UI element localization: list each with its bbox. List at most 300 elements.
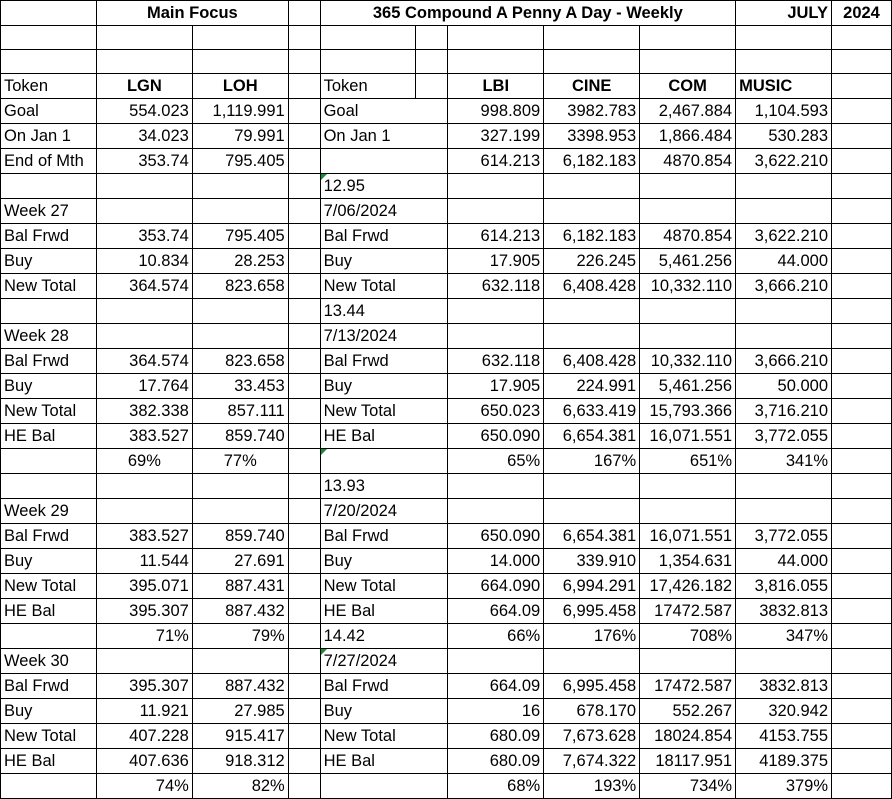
value-cell[interactable]: [192, 199, 288, 224]
value-cell[interactable]: [192, 499, 288, 524]
value-cell[interactable]: 395.307: [96, 599, 192, 624]
cell[interactable]: [832, 324, 892, 349]
value-cell[interactable]: 632.118: [448, 274, 544, 299]
value-cell[interactable]: 3398.953: [544, 124, 640, 149]
row-label-left[interactable]: [1, 474, 97, 499]
value-cell[interactable]: [96, 649, 192, 674]
cell[interactable]: [288, 674, 320, 699]
value-cell[interactable]: 6,995.458: [544, 599, 640, 624]
row-label-right[interactable]: New Total: [320, 274, 448, 299]
cell[interactable]: [832, 299, 892, 324]
value-cell[interactable]: 4870.854: [640, 149, 736, 174]
value-cell[interactable]: 353.74: [96, 149, 192, 174]
cell[interactable]: [1, 26, 97, 50]
value-cell[interactable]: [448, 174, 544, 199]
cell[interactable]: [288, 399, 320, 424]
value-cell[interactable]: [736, 649, 832, 674]
value-cell[interactable]: 859.740: [192, 524, 288, 549]
value-cell[interactable]: 1,354.631: [640, 549, 736, 574]
cell[interactable]: [832, 224, 892, 249]
cell[interactable]: [832, 699, 892, 724]
row-label-right[interactable]: New Total: [320, 399, 448, 424]
cell[interactable]: [544, 50, 640, 74]
value-cell[interactable]: 887.432: [192, 599, 288, 624]
cell[interactable]: [192, 50, 288, 74]
cell[interactable]: [288, 574, 320, 599]
cell[interactable]: [832, 574, 892, 599]
value-cell[interactable]: 1,104.593: [736, 99, 832, 124]
cell[interactable]: [736, 50, 832, 74]
value-cell[interactable]: 10.834: [96, 249, 192, 274]
value-cell[interactable]: 530.283: [736, 124, 832, 149]
value-cell[interactable]: 347%: [736, 624, 832, 649]
cell[interactable]: [832, 199, 892, 224]
value-cell[interactable]: 5,461.256: [640, 374, 736, 399]
value-cell[interactable]: 3,666.210: [736, 274, 832, 299]
row-label-right[interactable]: Bal Frwd: [320, 524, 448, 549]
value-cell[interactable]: [448, 199, 544, 224]
row-label-left[interactable]: [1, 174, 97, 199]
value-cell[interactable]: 10,332.110: [640, 274, 736, 299]
value-cell[interactable]: [192, 324, 288, 349]
value-cell[interactable]: [736, 324, 832, 349]
value-cell[interactable]: 795.405: [192, 149, 288, 174]
value-cell[interactable]: 11.921: [96, 699, 192, 724]
value-cell[interactable]: 857.111: [192, 399, 288, 424]
value-cell[interactable]: 17.905: [448, 249, 544, 274]
cell[interactable]: [288, 174, 320, 199]
token-header-lgn[interactable]: LGN: [96, 74, 192, 99]
row-label-left[interactable]: Week 27: [1, 199, 97, 224]
value-cell[interactable]: [96, 324, 192, 349]
value-cell[interactable]: 823.658: [192, 349, 288, 374]
value-cell[interactable]: [448, 499, 544, 524]
value-cell[interactable]: 17.764: [96, 374, 192, 399]
value-cell[interactable]: 320.942: [736, 699, 832, 724]
value-cell[interactable]: 3,772.055: [736, 424, 832, 449]
value-cell[interactable]: 734%: [640, 774, 736, 799]
value-cell[interactable]: [736, 199, 832, 224]
value-cell[interactable]: 382.338: [96, 399, 192, 424]
cell[interactable]: [832, 249, 892, 274]
cell[interactable]: [832, 349, 892, 374]
value-cell[interactable]: 193%: [544, 774, 640, 799]
value-cell[interactable]: [544, 474, 640, 499]
value-cell[interactable]: 664.09: [448, 599, 544, 624]
row-label-right[interactable]: 7/06/2024: [320, 199, 448, 224]
value-cell[interactable]: 614.213: [448, 224, 544, 249]
value-cell[interactable]: 339.910: [544, 549, 640, 574]
value-cell[interactable]: [192, 299, 288, 324]
row-label-left[interactable]: [1, 774, 97, 799]
value-cell[interactable]: 16: [448, 699, 544, 724]
cell[interactable]: [288, 699, 320, 724]
value-cell[interactable]: 395.307: [96, 674, 192, 699]
row-label-left[interactable]: Goal: [1, 99, 97, 124]
value-cell[interactable]: 11.544: [96, 549, 192, 574]
value-cell[interactable]: 6,994.291: [544, 574, 640, 599]
cell[interactable]: [288, 524, 320, 549]
value-cell[interactable]: 680.09: [448, 749, 544, 774]
value-cell[interactable]: 998.809: [448, 99, 544, 124]
cell[interactable]: [288, 124, 320, 149]
row-label-right[interactable]: 12.95: [320, 174, 448, 199]
value-cell[interactable]: 887.431: [192, 574, 288, 599]
cell[interactable]: [288, 624, 320, 649]
value-cell[interactable]: 167%: [544, 449, 640, 474]
year-cell[interactable]: 2024: [832, 1, 892, 26]
cell[interactable]: [288, 599, 320, 624]
row-label-right[interactable]: 13.93: [320, 474, 448, 499]
row-label-right[interactable]: [320, 774, 448, 799]
token-header-lbi[interactable]: LBI: [448, 74, 544, 99]
row-label-right[interactable]: Buy: [320, 249, 448, 274]
value-cell[interactable]: [192, 649, 288, 674]
cell[interactable]: [288, 324, 320, 349]
value-cell[interactable]: 3,816.055: [736, 574, 832, 599]
value-cell[interactable]: [96, 474, 192, 499]
value-cell[interactable]: 664.09: [448, 674, 544, 699]
row-label-left[interactable]: HE Bal: [1, 599, 97, 624]
value-cell[interactable]: 6,654.381: [544, 424, 640, 449]
value-cell[interactable]: 887.432: [192, 674, 288, 699]
value-cell[interactable]: 650.090: [448, 524, 544, 549]
value-cell[interactable]: 3982.783: [544, 99, 640, 124]
value-cell[interactable]: [640, 199, 736, 224]
value-cell[interactable]: [736, 174, 832, 199]
value-cell[interactable]: 16,071.551: [640, 424, 736, 449]
value-cell[interactable]: 1,866.484: [640, 124, 736, 149]
value-cell[interactable]: 364.574: [96, 349, 192, 374]
value-cell[interactable]: 3,666.210: [736, 349, 832, 374]
cell[interactable]: [288, 50, 320, 74]
cell[interactable]: [544, 26, 640, 50]
value-cell[interactable]: [736, 474, 832, 499]
value-cell[interactable]: 552.267: [640, 699, 736, 724]
value-cell[interactable]: [640, 299, 736, 324]
value-cell[interactable]: 7,673.628: [544, 724, 640, 749]
row-label-left[interactable]: [1, 624, 97, 649]
cell[interactable]: [288, 374, 320, 399]
value-cell[interactable]: [544, 499, 640, 524]
value-cell[interactable]: 614.213: [448, 149, 544, 174]
row-label-right[interactable]: HE Bal: [320, 424, 448, 449]
cell[interactable]: [832, 774, 892, 799]
value-cell[interactable]: 6,182.183: [544, 149, 640, 174]
value-cell[interactable]: 6,995.458: [544, 674, 640, 699]
value-cell[interactable]: 6,182.183: [544, 224, 640, 249]
value-cell[interactable]: 651%: [640, 449, 736, 474]
value-cell[interactable]: 918.312: [192, 749, 288, 774]
row-label-left[interactable]: Bal Frwd: [1, 349, 97, 374]
value-cell[interactable]: 34.023: [96, 124, 192, 149]
row-label-left[interactable]: Buy: [1, 374, 97, 399]
row-label-right[interactable]: 7/13/2024: [320, 324, 448, 349]
cell[interactable]: [288, 26, 320, 50]
compound-title[interactable]: 365 Compound A Penny A Day - Weekly: [320, 1, 736, 26]
value-cell[interactable]: 7,674.322: [544, 749, 640, 774]
value-cell[interactable]: [448, 324, 544, 349]
cell[interactable]: [416, 50, 448, 74]
cell[interactable]: [832, 499, 892, 524]
value-cell[interactable]: 407.636: [96, 749, 192, 774]
value-cell[interactable]: [192, 474, 288, 499]
cell[interactable]: [288, 499, 320, 524]
value-cell[interactable]: 224.991: [544, 374, 640, 399]
cell[interactable]: [288, 424, 320, 449]
value-cell[interactable]: 3,716.210: [736, 399, 832, 424]
row-label-right[interactable]: On Jan 1: [320, 124, 448, 149]
value-cell[interactable]: [736, 499, 832, 524]
value-cell[interactable]: 3,772.055: [736, 524, 832, 549]
cell[interactable]: [832, 674, 892, 699]
row-label-left[interactable]: HE Bal: [1, 424, 97, 449]
cell[interactable]: [832, 724, 892, 749]
value-cell[interactable]: 18024.854: [640, 724, 736, 749]
value-cell[interactable]: 226.245: [544, 249, 640, 274]
cell[interactable]: [288, 474, 320, 499]
value-cell[interactable]: 383.527: [96, 524, 192, 549]
value-cell[interactable]: 364.574: [96, 274, 192, 299]
value-cell[interactable]: 176%: [544, 624, 640, 649]
cell[interactable]: [640, 26, 736, 50]
row-label-left[interactable]: [1, 299, 97, 324]
value-cell[interactable]: 823.658: [192, 274, 288, 299]
cell[interactable]: [320, 50, 416, 74]
cell[interactable]: [288, 74, 320, 99]
cell[interactable]: [832, 424, 892, 449]
row-label-left[interactable]: Buy: [1, 549, 97, 574]
row-label-left[interactable]: New Total: [1, 399, 97, 424]
value-cell[interactable]: 77%: [192, 449, 288, 474]
cell[interactable]: [832, 74, 892, 99]
value-cell[interactable]: [544, 199, 640, 224]
value-cell[interactable]: [96, 299, 192, 324]
cell[interactable]: [448, 26, 544, 50]
row-label-right[interactable]: Bal Frwd: [320, 349, 448, 374]
value-cell[interactable]: 2,467.884: [640, 99, 736, 124]
value-cell[interactable]: 27.985: [192, 699, 288, 724]
value-cell[interactable]: 4153.755: [736, 724, 832, 749]
row-label-right[interactable]: 7/27/2024: [320, 649, 448, 674]
cell[interactable]: [288, 299, 320, 324]
row-label-right[interactable]: Bal Frwd: [320, 224, 448, 249]
value-cell[interactable]: 407.228: [96, 724, 192, 749]
value-cell[interactable]: 33.453: [192, 374, 288, 399]
value-cell[interactable]: 10,332.110: [640, 349, 736, 374]
row-label-right[interactable]: Goal: [320, 99, 448, 124]
cell[interactable]: [832, 524, 892, 549]
row-label-left[interactable]: Buy: [1, 699, 97, 724]
value-cell[interactable]: 3832.813: [736, 674, 832, 699]
cell[interactable]: [192, 26, 288, 50]
cell[interactable]: [288, 724, 320, 749]
value-cell[interactable]: [736, 299, 832, 324]
value-cell[interactable]: 44.000: [736, 549, 832, 574]
cell[interactable]: [832, 624, 892, 649]
value-cell[interactable]: [448, 299, 544, 324]
cell[interactable]: [288, 274, 320, 299]
cell[interactable]: [288, 1, 320, 26]
cell[interactable]: [832, 124, 892, 149]
value-cell[interactable]: 6,408.428: [544, 349, 640, 374]
value-cell[interactable]: 650.023: [448, 399, 544, 424]
cell[interactable]: [288, 99, 320, 124]
value-cell[interactable]: [640, 174, 736, 199]
cell[interactable]: [832, 174, 892, 199]
cell[interactable]: [288, 249, 320, 274]
cell[interactable]: [832, 149, 892, 174]
cell[interactable]: [832, 449, 892, 474]
value-cell[interactable]: 50.000: [736, 374, 832, 399]
cell[interactable]: [736, 26, 832, 50]
cell[interactable]: [288, 649, 320, 674]
value-cell[interactable]: 3832.813: [736, 599, 832, 624]
row-label-left[interactable]: Bal Frwd: [1, 224, 97, 249]
value-cell[interactable]: [544, 324, 640, 349]
cell[interactable]: [1, 50, 97, 74]
value-cell[interactable]: 6,633.419: [544, 399, 640, 424]
row-label-left[interactable]: Week 28: [1, 324, 97, 349]
value-cell[interactable]: 5,461.256: [640, 249, 736, 274]
value-cell[interactable]: 6,654.381: [544, 524, 640, 549]
cell[interactable]: [288, 149, 320, 174]
value-cell[interactable]: 18117.951: [640, 749, 736, 774]
cell[interactable]: [320, 26, 416, 50]
value-cell[interactable]: 4870.854: [640, 224, 736, 249]
value-cell[interactable]: 68%: [448, 774, 544, 799]
value-cell[interactable]: 3,622.210: [736, 149, 832, 174]
row-label-right[interactable]: [320, 449, 448, 474]
value-cell[interactable]: 327.199: [448, 124, 544, 149]
token-label-left[interactable]: Token: [1, 74, 97, 99]
month-cell[interactable]: JULY: [736, 1, 832, 26]
main-focus-header[interactable]: Main Focus: [96, 1, 288, 26]
cell[interactable]: [1, 1, 97, 26]
value-cell[interactable]: 69%: [96, 449, 192, 474]
row-label-right[interactable]: Buy: [320, 699, 448, 724]
cell[interactable]: [832, 549, 892, 574]
row-label-right[interactable]: Buy: [320, 374, 448, 399]
row-label-right[interactable]: 13.44: [320, 299, 448, 324]
cell[interactable]: [416, 26, 448, 50]
token-header-music[interactable]: MUSIC: [736, 74, 832, 99]
value-cell[interactable]: 664.090: [448, 574, 544, 599]
value-cell[interactable]: 79%: [192, 624, 288, 649]
value-cell[interactable]: [640, 324, 736, 349]
row-label-right[interactable]: Buy: [320, 549, 448, 574]
cell[interactable]: [832, 749, 892, 774]
value-cell[interactable]: 650.090: [448, 424, 544, 449]
token-label-right[interactable]: Token: [320, 74, 416, 99]
cell[interactable]: [832, 599, 892, 624]
value-cell[interactable]: 859.740: [192, 424, 288, 449]
token-header-loh[interactable]: LOH: [192, 74, 288, 99]
cell[interactable]: [448, 50, 544, 74]
value-cell[interactable]: 353.74: [96, 224, 192, 249]
cell[interactable]: [416, 74, 448, 99]
row-label-left[interactable]: Bal Frwd: [1, 674, 97, 699]
value-cell[interactable]: 27.691: [192, 549, 288, 574]
value-cell[interactable]: 395.071: [96, 574, 192, 599]
row-label-right[interactable]: Bal Frwd: [320, 674, 448, 699]
value-cell[interactable]: 383.527: [96, 424, 192, 449]
row-label-right[interactable]: 14.42: [320, 624, 448, 649]
row-label-left[interactable]: Week 29: [1, 499, 97, 524]
value-cell[interactable]: [640, 499, 736, 524]
row-label-left[interactable]: Buy: [1, 249, 97, 274]
value-cell[interactable]: 17472.587: [640, 599, 736, 624]
row-label-left[interactable]: New Total: [1, 274, 97, 299]
cell[interactable]: [832, 649, 892, 674]
value-cell[interactable]: [544, 174, 640, 199]
value-cell[interactable]: 65%: [448, 449, 544, 474]
token-header-cine[interactable]: CINE: [544, 74, 640, 99]
value-cell[interactable]: [544, 299, 640, 324]
value-cell[interactable]: 14.000: [448, 549, 544, 574]
value-cell[interactable]: 17.905: [448, 374, 544, 399]
cell[interactable]: [288, 449, 320, 474]
value-cell[interactable]: 554.023: [96, 99, 192, 124]
row-label-left[interactable]: End of Mth: [1, 149, 97, 174]
value-cell[interactable]: [544, 649, 640, 674]
value-cell[interactable]: 915.417: [192, 724, 288, 749]
row-label-right[interactable]: 7/20/2024: [320, 499, 448, 524]
value-cell[interactable]: 632.118: [448, 349, 544, 374]
cell[interactable]: [640, 50, 736, 74]
value-cell[interactable]: 4189.375: [736, 749, 832, 774]
row-label-left[interactable]: New Total: [1, 574, 97, 599]
value-cell[interactable]: 79.991: [192, 124, 288, 149]
row-label-right[interactable]: HE Bal: [320, 749, 448, 774]
cell[interactable]: [96, 50, 192, 74]
value-cell[interactable]: 795.405: [192, 224, 288, 249]
value-cell[interactable]: 379%: [736, 774, 832, 799]
value-cell[interactable]: [448, 474, 544, 499]
cell[interactable]: [832, 374, 892, 399]
cell[interactable]: [832, 399, 892, 424]
row-label-left[interactable]: On Jan 1: [1, 124, 97, 149]
value-cell[interactable]: 17,426.182: [640, 574, 736, 599]
value-cell[interactable]: 16,071.551: [640, 524, 736, 549]
value-cell[interactable]: [448, 649, 544, 674]
value-cell[interactable]: 71%: [96, 624, 192, 649]
token-header-com[interactable]: COM: [640, 74, 736, 99]
row-label-left[interactable]: [1, 449, 97, 474]
cell[interactable]: [96, 26, 192, 50]
row-label-left[interactable]: HE Bal: [1, 749, 97, 774]
value-cell[interactable]: 66%: [448, 624, 544, 649]
cell[interactable]: [832, 474, 892, 499]
value-cell[interactable]: 17472.587: [640, 674, 736, 699]
value-cell[interactable]: 678.170: [544, 699, 640, 724]
cell[interactable]: [288, 199, 320, 224]
row-label-right[interactable]: HE Bal: [320, 599, 448, 624]
row-label-right[interactable]: [320, 149, 448, 174]
value-cell[interactable]: [96, 199, 192, 224]
cell[interactable]: [288, 774, 320, 799]
value-cell[interactable]: [96, 499, 192, 524]
cell[interactable]: [288, 549, 320, 574]
cell[interactable]: [832, 50, 892, 74]
value-cell[interactable]: [640, 649, 736, 674]
value-cell[interactable]: 15,793.366: [640, 399, 736, 424]
value-cell[interactable]: 82%: [192, 774, 288, 799]
row-label-right[interactable]: New Total: [320, 724, 448, 749]
row-label-left[interactable]: Bal Frwd: [1, 524, 97, 549]
cell[interactable]: [288, 224, 320, 249]
value-cell[interactable]: 1,119.991: [192, 99, 288, 124]
